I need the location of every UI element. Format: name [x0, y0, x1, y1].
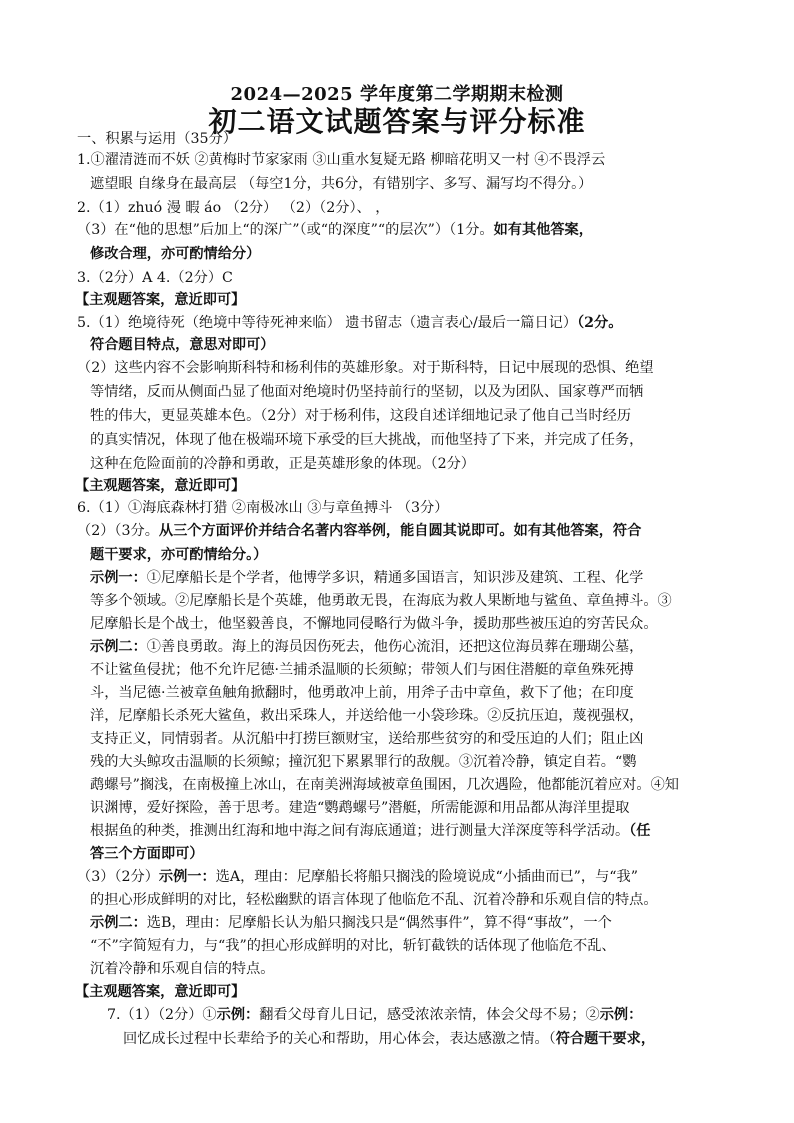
subjective-note-1: 【主观题答案，意近即可】	[75, 292, 246, 308]
q6-3-example2-label: 示例二：	[90, 915, 147, 931]
q6-3-example2-line2: “不”字简短有力，与“我”的担心形成鲜明的对比，斩钉截铁的话体现了他临危不乱、	[90, 938, 616, 954]
example2-text: ①善良勇敢。海上的海员因伤死去，他伤心流泪，还把这位海员葬在珊瑚公墓，	[146, 639, 644, 655]
q6-2-example2-line9	[90, 821, 650, 841]
q6-2-example2-line2: 不让鲨鱼侵扰；他不允许尼德·兰捕杀温顺的长须鲸；带领人们与困住潜艇的章鱼殊死搏	[90, 662, 634, 678]
q6-2-example2-line7: 鹉螺号”搁浅，在南极撞上冰山，在南美洲海域被章鱼围困，几次遇险，他都能沉着应对。④知	[90, 777, 679, 793]
q6-3-example2-line3: 沉着冷静和乐观自信的特点。	[90, 961, 275, 977]
q5-1-answer	[77, 313, 622, 333]
q7-1-line1	[107, 1005, 642, 1025]
q5-2-line3: 牲的伟大，更显英雄本色。（2分）对于杨利伟，这段自述详细地记录了他自己当时经历	[90, 408, 632, 424]
q7-1-example-text-2: 回忆成长过程中长辈给予的关心和帮助，用心体会，表达感激之情。（	[123, 1031, 556, 1047]
q6-1-answer: 6.（1）①海底森林打猎 ②南极冰山 ③与章鱼搏斗 （3分）	[77, 500, 449, 516]
example2-label: 示例二：	[90, 639, 147, 655]
q5-2-line2: 等情绪，反而从侧面凸显了他面对绝境时仍坚持前行的坚韧，以及为团队、国家尊严而牺	[90, 384, 644, 400]
q6-3-example1-label: 示例一：	[158, 869, 216, 885]
example2-note: （任	[629, 823, 651, 839]
q7-1-score: 7.（1）（2分）①	[107, 1007, 217, 1023]
example1-text: ①尼摩船长是个学者，他博学多识，精通多国语言，知识涉及建筑、工程、化学	[146, 570, 644, 586]
q5-2-line5: 这种在危险面前的冷静和勇敢，正是英雄形象的体现。（2分）	[90, 456, 475, 472]
q2-3-scoring-note: 如有其他答案，	[493, 222, 593, 238]
q6-2-example1-line3: 尼摩船长是个战士，他坚毅善良，不懈地同侵略行为做斗争，援助那些被压迫的穷苦民众。	[90, 616, 658, 632]
example1-label: 示例一：	[90, 570, 147, 586]
q3-q4-answers: 3.（2分）A 4.（2分）C	[77, 270, 233, 286]
q6-2-example2-line8: 识渊博，爱好探险，善于思考。建造“鹦鹉螺号”潜艇，所需能源和用品都从海洋里提取	[90, 800, 630, 816]
q2-answer-line2	[77, 220, 593, 240]
q1-answer-line1: 1.①濯清涟而不妖 ②黄梅时节家家雨 ③山重水复疑无路 柳暗花明又一村 ④不畏浮云	[77, 152, 606, 168]
section-heading: 一、积累与运用（35分）	[77, 131, 237, 147]
q6-2-example1-line2: 等多个领域。②尼摩船长是个英雄，他勇敢无畏，在海底为救人果断地与鲨鱼、章鱼搏斗。③	[90, 593, 672, 609]
q5-1-text: 5.（1）绝境待死（绝境中等待死神来临） 遗书留志（遗言表心/最后一篇日记）	[77, 315, 578, 331]
exam-term-title: 2024—2025 学年度第二学期期末检测	[230, 84, 564, 105]
q6-2-score: （2）（3分。	[77, 523, 159, 539]
q6-2-example2-line4: 洋，尼摩船长杀死大鲨鱼，救出采珠人，并送给他一小袋珍珠。②反抗压迫，蔑视强权，	[90, 708, 644, 724]
q6-2-example2-line1	[90, 637, 643, 657]
answer-key-title: 初二语文试题答案与评分标准	[208, 105, 586, 138]
q7-1-requirement: 符合题干要求，	[555, 1031, 656, 1047]
q7-1-example-label-1: 示例：	[216, 1007, 260, 1023]
q5-1-scoring-note: 符合题目特点，意思对即可）	[90, 337, 275, 353]
q6-2-note-cont: 答三个方面即可）	[90, 846, 204, 862]
q6-3-example2-line1	[90, 913, 612, 933]
q6-3-example1-line1	[77, 867, 638, 887]
q6-3-example2-text: 选B，理由：尼摩船长认为船只搁浅只是“偶然事件”，算不得“事故”，一个	[146, 915, 612, 931]
q5-1-score: （2分。	[577, 315, 623, 331]
q2-scoring-note-cont: 修改合理，亦可酌情给分）	[90, 246, 261, 262]
q1-answer-line2: 遮望眼 自缘身在最高层 （每空1分，共6分，有错别字、多写、漏写均不得分。）	[90, 176, 593, 192]
q6-2-example2-line6: 残的大头鲸攻击温顺的长须鲸；撞沉犯下累累罪行的敌舰。③沉着冷静，镇定自若。“鹦	[90, 754, 637, 770]
q6-2-header	[77, 521, 641, 541]
q6-2-example2-line5: 支持正义，同情弱者。从沉船中打捞巨额财宝，送给那些贫穷的和受压迫的人们；阻止凶	[90, 731, 644, 747]
subjective-note-2: 【主观题答案，意近即可】	[75, 478, 246, 494]
subjective-note-3: 【主观题答案，意近即可】	[75, 984, 246, 1000]
q2-answer-line1: 2.（1）zhuó 漫 暇 áo （2分） （2）（2分）、 ，	[77, 200, 390, 216]
q6-2-example1-line1	[90, 568, 643, 588]
q5-2-line1: （2）这些内容不会影响斯科特和杨利伟的英雄形象。对于斯科特，日记中展现的恐惧、绝望	[77, 360, 654, 376]
q6-2-requirement: 从三个方面评价并结合名著内容举例，能自圆其说即可。如有其他答案，符合	[158, 523, 642, 539]
q7-1-example-text-1: 翻看父母育儿日记，感受浓浓亲情，体会父母不易；②	[259, 1007, 600, 1023]
q7-1-example-label-2: 示例：	[599, 1007, 643, 1023]
q6-3-example1-line2: 的担心形成鲜明的对比，轻松幽默的语言体现了他临危不乱、沉着冷静和乐观自信的特点。	[90, 892, 658, 908]
q6-2-requirement-cont: 题干要求，亦可酌情给分。）	[90, 547, 268, 563]
q6-3-example1-text: 选A，理由：尼摩船长将船只搁浅的险境说成“小插曲而已”，与“我”	[215, 869, 638, 885]
q7-1-line2	[123, 1029, 655, 1049]
q5-2-line4: 的真实情况，体现了他在极端环境下承受的巨大挑战，而他坚持了下来，并完成了任务，	[90, 432, 644, 448]
q6-2-example2-line3: 斗，当尼德·兰被章鱼触角掀翻时，他勇敢冲上前，用斧子击中章鱼，救下了他；在印度	[90, 685, 634, 701]
q2-3-answer: （3）在“他的思想”后加上“的深广”（或“的深度”“的层次”）（1分。	[77, 222, 494, 238]
example2-text-cont: 根据鱼的种类，推测出红海和地中海之间有海底通道；进行测量大洋深度等科学活动。	[90, 823, 630, 839]
q6-3-score: （3）（2分）	[77, 869, 159, 885]
